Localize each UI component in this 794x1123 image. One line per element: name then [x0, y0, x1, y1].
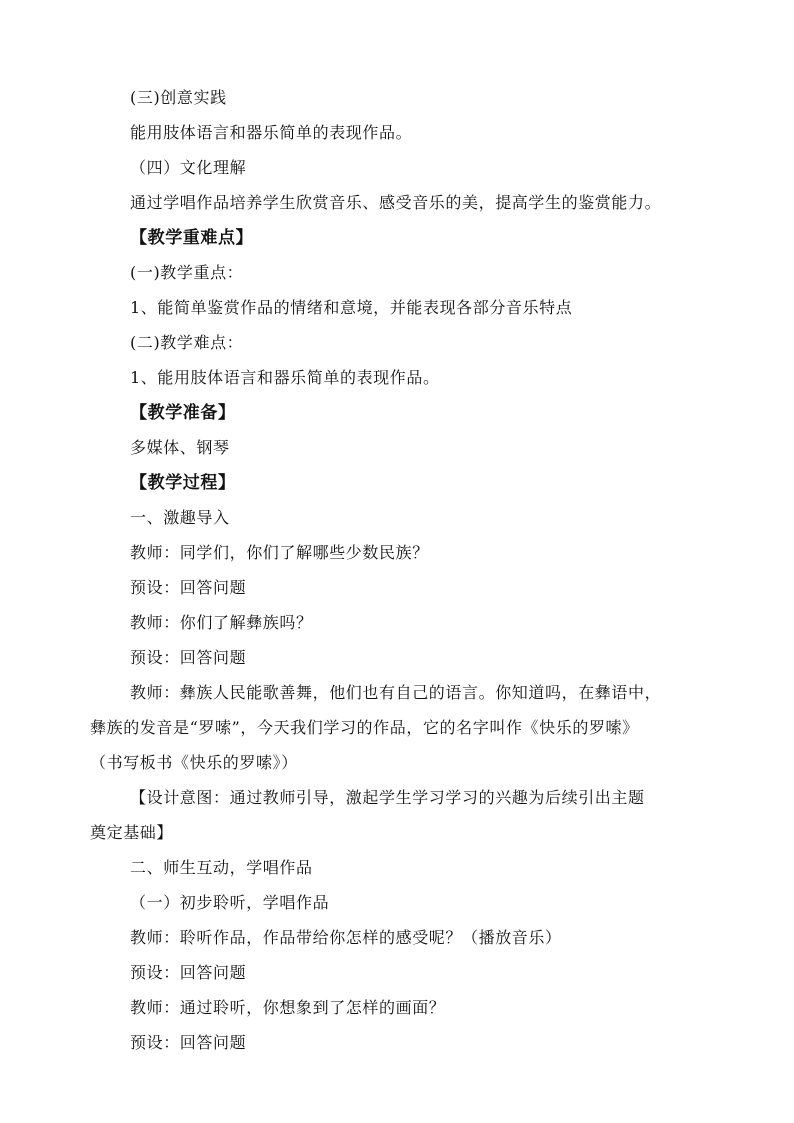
dialogue-line: 预设：回答问题 — [130, 648, 247, 667]
heading-process: 【教学过程】 — [130, 473, 236, 493]
dialogue-line: 教师：聆听作品，作品带给你怎样的感受呢？（播放音乐） — [130, 928, 562, 947]
dialogue-line: 教师：通过聆听，你想象到了怎样的画面？ — [130, 998, 446, 1017]
dialogue-line: 教师：同学们，你们了解哪些少数民族？ — [130, 543, 429, 562]
paragraph-text: 多媒体、钢琴 — [130, 438, 230, 457]
subheading-difficulties: (二)教学难点： — [130, 333, 244, 352]
paragraph-text: 能用肢体语言和器乐简单的表现作品。 — [130, 123, 413, 142]
dialogue-line: 预设：回答问题 — [130, 963, 247, 982]
list-item: 1、能简单鉴赏作品的情绪和意境，并能表现各部分音乐特点 — [130, 298, 573, 317]
dialogue-line: 预设：回答问题 — [130, 578, 247, 597]
design-intent: 【设计意图：通过教师引导，激起学生学习学习的兴趣为后续引出主题 — [130, 788, 645, 807]
section-creative-practice: (三)创意实践 — [130, 88, 227, 107]
subheading-initial-listening: （一）初步聆听，学唱作品 — [130, 893, 330, 912]
list-item: 1、能用肢体语言和器乐简单的表现作品。 — [130, 368, 440, 387]
design-intent-continuation: 奠定基础】 — [90, 823, 174, 842]
dialogue-line: 教师：彝族人民能歌善舞，他们也有自己的语言。你知道吗，在彝语中， — [130, 683, 662, 702]
heading-preparation: 【教学准备】 — [130, 403, 236, 423]
dialogue-continuation: 彝族的发音是“罗嗦”，今天我们学习的作品，它的名字叫作《快乐的罗嗦》 — [90, 718, 639, 737]
dialogue-line: 教师：你们了解彝族吗？ — [130, 613, 313, 632]
paragraph-text: 通过学唱作品培养学生欣赏音乐、感受音乐的美，提高学生的鉴赏能力。 — [130, 193, 662, 212]
subheading-introduction: 一、激趣导入 — [130, 508, 230, 527]
section-cultural-understanding: （四）文化理解 — [130, 158, 247, 177]
subheading-interaction: 二、师生互动，学唱作品 — [130, 858, 313, 877]
subheading-key-points: (一)教学重点： — [130, 263, 244, 282]
dialogue-line: 预设：回答问题 — [130, 1033, 247, 1052]
heading-key-difficulties: 【教学重难点】 — [130, 228, 254, 248]
dialogue-continuation: （书写板书《快乐的罗嗦》） — [90, 753, 298, 772]
